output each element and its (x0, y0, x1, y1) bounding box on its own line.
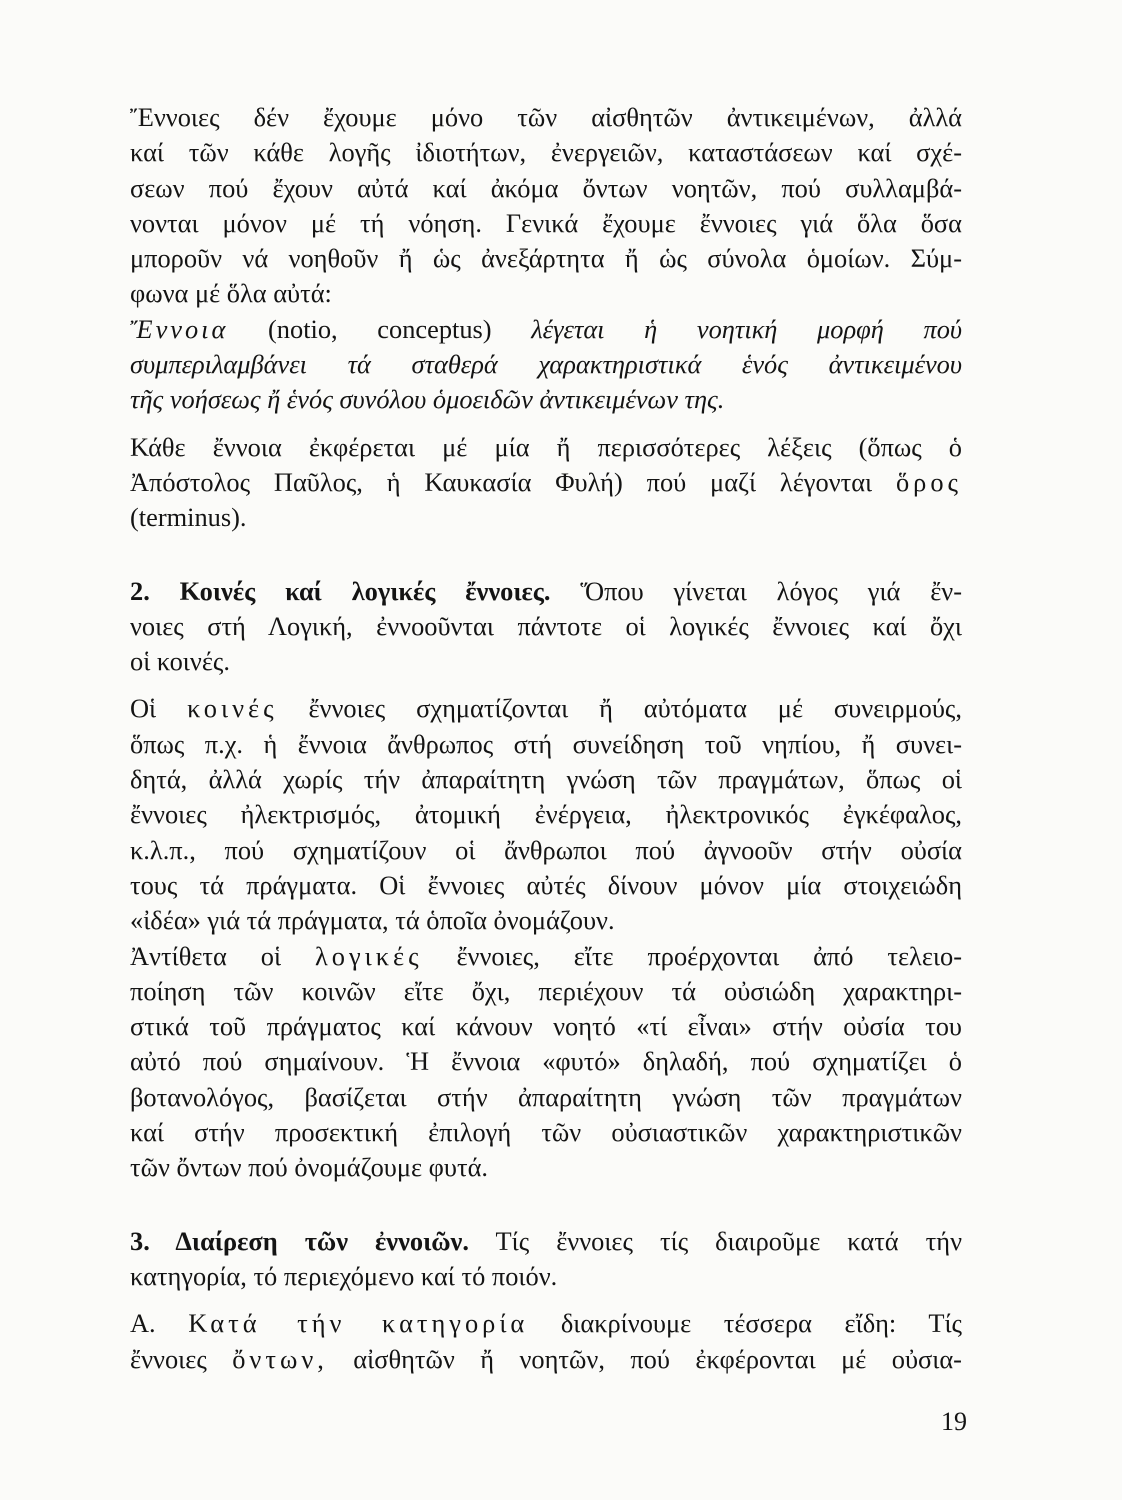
text-line (130, 691, 962, 726)
paragraph-term (130, 430, 962, 536)
line-text: ἔννοιες, εἴτε προέρχονται ἀπό τελειο- (456, 940, 962, 971)
section-2 (130, 574, 962, 680)
text-line: σεων πού ἔχουν αὐτά καί ἀκόμα ὄντων νοητῶν, πού συλλαμβά- (130, 172, 962, 203)
body-text (130, 100, 962, 1377)
text-line: καί στήν προσεκτική ἐπιλογή τῶν οὐσιαστικῶν χαρακτηριστικῶν (130, 1117, 962, 1148)
page-number: 19 (941, 1407, 967, 1436)
text-line: οἱ κοινές. (130, 646, 230, 677)
spaced-term: ὄντων, (232, 1343, 328, 1374)
text-line (130, 939, 962, 974)
line-text: Α. (130, 1308, 156, 1339)
line-text: Ὅπου γίνεται λόγος γιά ἔν- (580, 575, 963, 606)
text-line: δητά, ἀλλά χωρίς τήν ἀπαραίτητη γνώση τῶν πραγμάτων, ὅπως οἱ (130, 764, 962, 795)
text-line: ἔννοιες ἠλεκτρισμός, ἀτομική ἐνέργεια, ἠλεκτρονικός ἐγκέφαλος, (130, 799, 962, 830)
text-line: αὐτό πού σημαίνουν. Ἡ ἔννοια «φυτό» δηλαδή, πού σχηματίζει ὁ (130, 1046, 962, 1077)
text-line: κ.λ.π., πού σχηματίζουν οἱ ἄνθρωποι πού ἀγνοοῦν στήν οὐσία (130, 834, 962, 865)
line-text: Τίς ἔννοιες τίς διαιροῦμε κατά τήν (495, 1225, 962, 1256)
paragraph-categories (130, 1306, 962, 1377)
text-line (130, 1306, 962, 1341)
line-text: ἔννοιες σχηματίζονται ἤ αὐτόματα μέ συνειρμούς, (308, 693, 962, 724)
definition-paragraph (130, 312, 962, 418)
paragraph-intro (130, 100, 962, 312)
text-line: βοτανολόγος, βασίζεται στήν ἀπαραίτητη γνώση τῶν πραγμάτων (130, 1081, 962, 1112)
spaced-term: λογικές (314, 940, 423, 971)
text-line: Ἔννοιες δέν ἔχουμε μόνο τῶν αἰσθητῶν ἀντικειμένων, ἀλλά (130, 102, 962, 132)
definition-text: τῆς νοήσεως ἤ ἑνός συνόλου ὁμοειδῶν ἀντικειμένων της. (130, 384, 725, 415)
text-line: (terminus). (130, 502, 247, 533)
text-line: μποροῦν νά νοηθοῦν ἤ ὡς ἀνεξάρτητα ἤ ὡς σύνολα ὁμοίων. Σύμ- (130, 243, 962, 274)
section-heading: 2. Κοινές καί λογικές ἔννοιες. (130, 575, 551, 606)
text-line: ὅπως π.χ. ἡ ἔννοια ἄνθρωπος στή συνείδηση τοῦ νηπίου, ἤ συνει- (130, 728, 962, 759)
latin-gloss: (notio, conceptus) (268, 313, 492, 344)
text-line: «ἰδέα» γιά τά πράγματα, τά ὁποῖα ὀνομάζουν. (130, 905, 615, 936)
line-text: αἰσθητῶν ἤ νοητῶν, πού ἐκφέρονται μέ οὐσια- (353, 1343, 962, 1374)
text-line: στικά τοῦ πράγματος καί κάνουν νοητό «τί εἶναι» στήν οὐσία του (130, 1011, 962, 1042)
text-line (130, 1224, 962, 1259)
paragraph-common-concepts (130, 691, 962, 938)
section-heading: 3. Διαίρεση τῶν ἐννοιῶν. (130, 1225, 469, 1256)
line-text: Οἱ (130, 693, 157, 724)
section-3 (130, 1224, 962, 1295)
text-line (130, 465, 962, 500)
text-line: κατηγορία, τό περιεχόμενο καί τό ποιόν. (130, 1260, 558, 1291)
text-line: νονται μόνον μέ τή νόηση. Γενικά ἔχουμε ἔννοιες γιά ὅλα ὅσα (130, 207, 962, 238)
text-line: καί τῶν κάθε λογῆς ἰδιοτήτων, ἐνεργειῶν, καταστάσεων καί σχέ- (130, 137, 962, 168)
text-line: ποίηση τῶν κοινῶν εἴτε ὄχι, περιέχουν τά οὐσιώδη χαρακτηρι- (130, 975, 962, 1006)
text-line: τῶν ὄντων πού ὀνομάζουμε φυτά. (130, 1152, 488, 1183)
text-line (130, 312, 962, 347)
line-text: Ἀπόστολος Παῦλος, ἡ Καυκασία Φυλή) πού μαζί λέγονται (130, 466, 873, 497)
definition-text: λέγεται ἡ νοητική μορφή πού (531, 313, 963, 344)
text-line: τους τά πράγματα. Οἱ ἔννοιες αὐτές δίνουν μόνον μία στοιχειώδη (130, 869, 962, 900)
paragraph-logical-concepts (130, 939, 962, 1186)
spaced-term: ὅρος (895, 466, 962, 497)
text-line: φωνα μέ ὅλα αὐτά: (130, 278, 332, 309)
line-text: διακρίνουμε τέσσερα εἴδη: Τίς (560, 1308, 963, 1339)
defined-term: Ἔννοια (130, 313, 229, 344)
text-line (130, 1342, 962, 1377)
spaced-term: κοινές (187, 693, 278, 724)
spaced-term: Κατά τήν κατηγορία (188, 1308, 529, 1339)
text-line: νοιες στή Λογική, ἐννοοῦνται πάντοτε οἱ λογικές ἔννοιες καί ὄχι (130, 610, 962, 641)
definition-text: συμπεριλαμβάνει τά σταθερά χαρακτηριστικά ἑνός ἀντικειμένου (130, 349, 962, 380)
line-text: Ἀντίθετα οἱ (130, 940, 282, 971)
line-text: ἔννοιες (130, 1343, 207, 1374)
text-line: Κάθε ἔννοια ἐκφέρεται μέ μία ἤ περισσότερες λέξεις (ὅπως ὁ (130, 431, 962, 462)
text-line (130, 574, 962, 609)
